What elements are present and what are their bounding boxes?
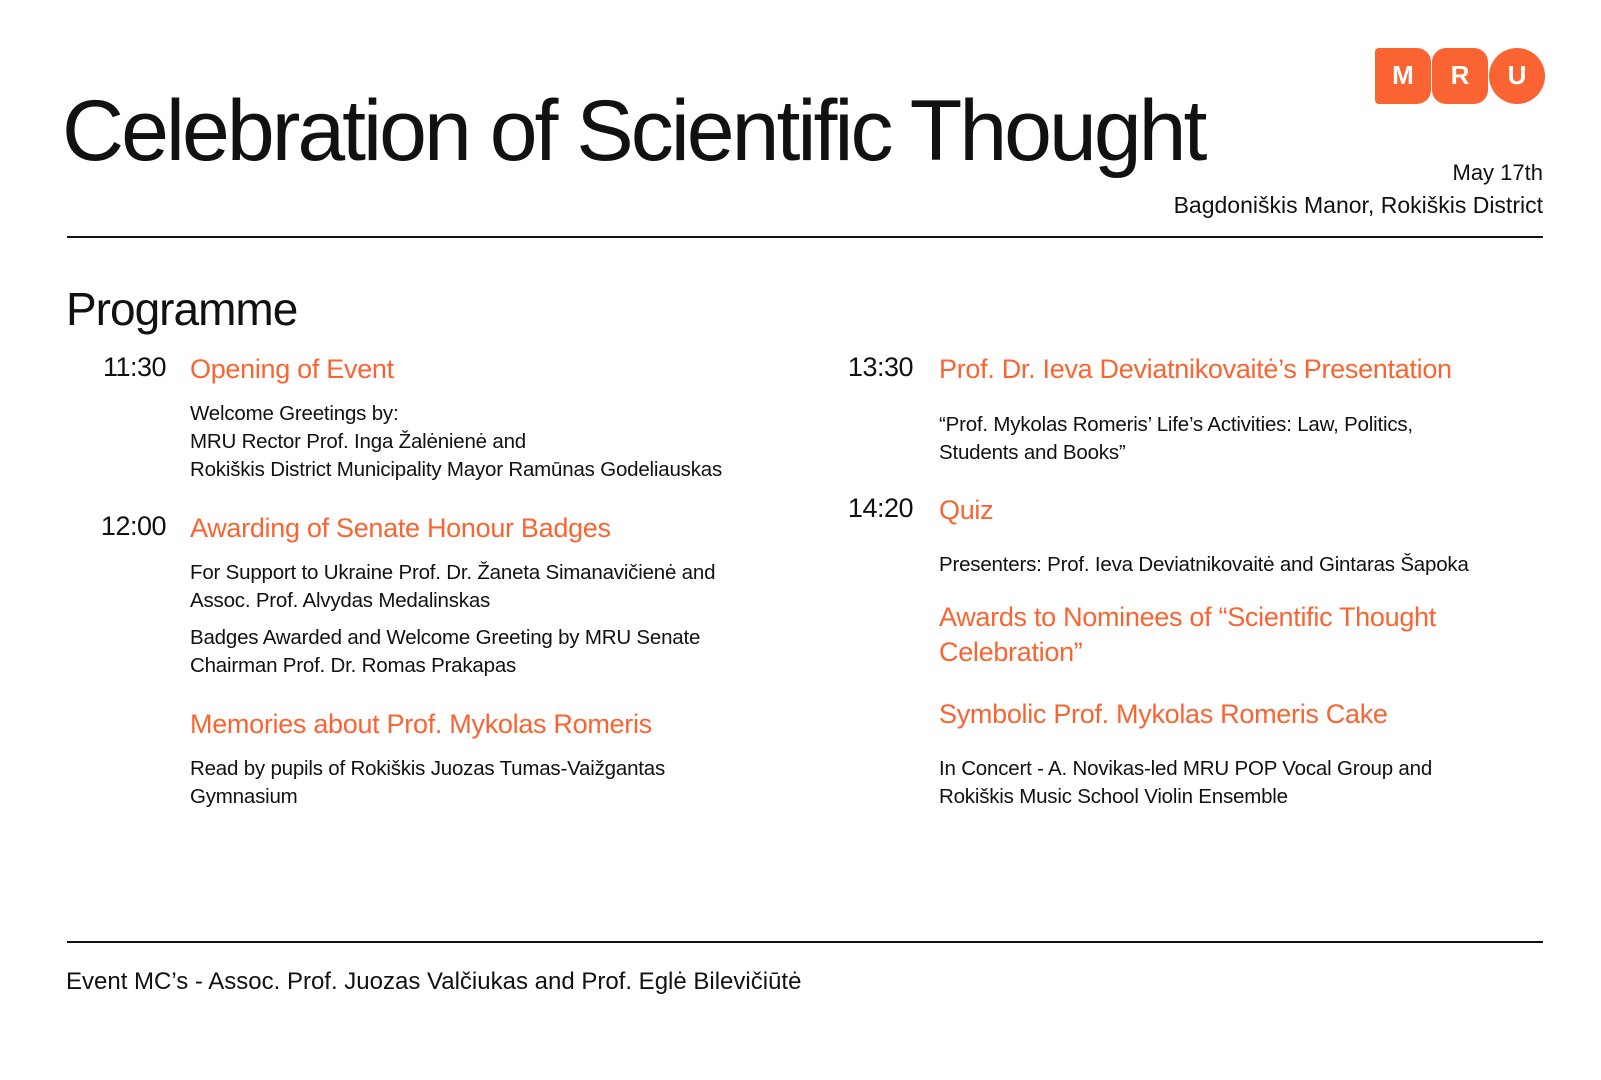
mru-logo [1375, 47, 1546, 104]
time-1420: 14:20 [847, 493, 913, 523]
item-desc-memories [190, 755, 665, 811]
desc-line: Chairman Prof. Dr. Romas Prakapas [190, 654, 517, 677]
item-desc-presentation [939, 411, 1413, 467]
item-title-senate-badges: Awarding of Senate Honour Badges [190, 513, 611, 543]
event-mcs: Event MC’s - Assoc. Prof. Juozas Valčiukas and Prof. Eglė Bilevičiūtė [66, 968, 802, 995]
item-title-quiz: Quiz [939, 495, 994, 525]
desc-line: Students and Books” [939, 441, 1126, 464]
desc-line: MRU Rector Prof. Inga Žalėnienė and [190, 430, 526, 453]
item-title-memories: Memories about Prof. Mykolas Romeris [190, 709, 652, 739]
programme-heading: Programme [66, 283, 298, 335]
item-desc-cake [939, 755, 1432, 811]
item-title-awards [939, 600, 1436, 670]
logo-letter-u: U [1489, 48, 1545, 104]
logo-letter-m: M [1375, 48, 1431, 104]
desc-line: Rokiškis District Municipality Mayor Ramūnas Godeliauskas [190, 458, 723, 481]
item-title-cake: Symbolic Prof. Mykolas Romeris Cake [939, 699, 1388, 729]
item-title-opening: Opening of Event [190, 354, 394, 384]
time-1130: 11:30 [102, 352, 166, 382]
desc-line: Welcome Greetings by: [190, 402, 399, 425]
item-title-presentation: Prof. Dr. Ieva Deviatnikovaitė’s Presentation [939, 354, 1452, 384]
event-date: May 17th [1452, 160, 1543, 185]
bottom-divider [67, 941, 1543, 943]
desc-line: Assoc. Prof. Alvydas Medalinskas [190, 589, 491, 612]
title-line: Awards to Nominees of “Scientific Thought [939, 602, 1436, 632]
title-line: Celebration” [939, 637, 1083, 667]
item-desc-senate-badges-a [190, 559, 715, 615]
time-1200: 12:00 [100, 511, 166, 541]
item-desc-opening [190, 400, 722, 484]
desc-line: “Prof. Mykolas Romeris’ Life’s Activities: Law, Politics, [939, 413, 1413, 436]
item-desc-senate-badges-b [190, 624, 700, 680]
desc-line: Rokiškis Music School Violin Ensemble [939, 785, 1288, 808]
desc-line: In Concert - A. Novikas-led MRU POP Vocal Group and [939, 757, 1433, 780]
desc-line: Gymnasium [190, 785, 298, 808]
item-desc-quiz [939, 551, 1469, 579]
event-venue: Bagdoniškis Manor, Rokiškis District [1173, 192, 1543, 218]
time-1330: 13:30 [847, 352, 913, 382]
desc-line: Badges Awarded and Welcome Greeting by MRU Senate [190, 626, 701, 649]
top-divider [67, 236, 1543, 238]
logo-letter-r: R [1432, 48, 1488, 104]
desc-line: For Support to Ukraine Prof. Dr. Žaneta Simanavičienė and [190, 561, 716, 584]
desc-line: Presenters: Prof. Ieva Deviatnikovaitė and Gintaras Šapoka [939, 553, 1469, 576]
page-title: Celebration of Scientific Thought [62, 83, 1205, 179]
desc-line: Read by pupils of Rokiškis Juozas Tumas-Vaižgantas [190, 757, 666, 780]
